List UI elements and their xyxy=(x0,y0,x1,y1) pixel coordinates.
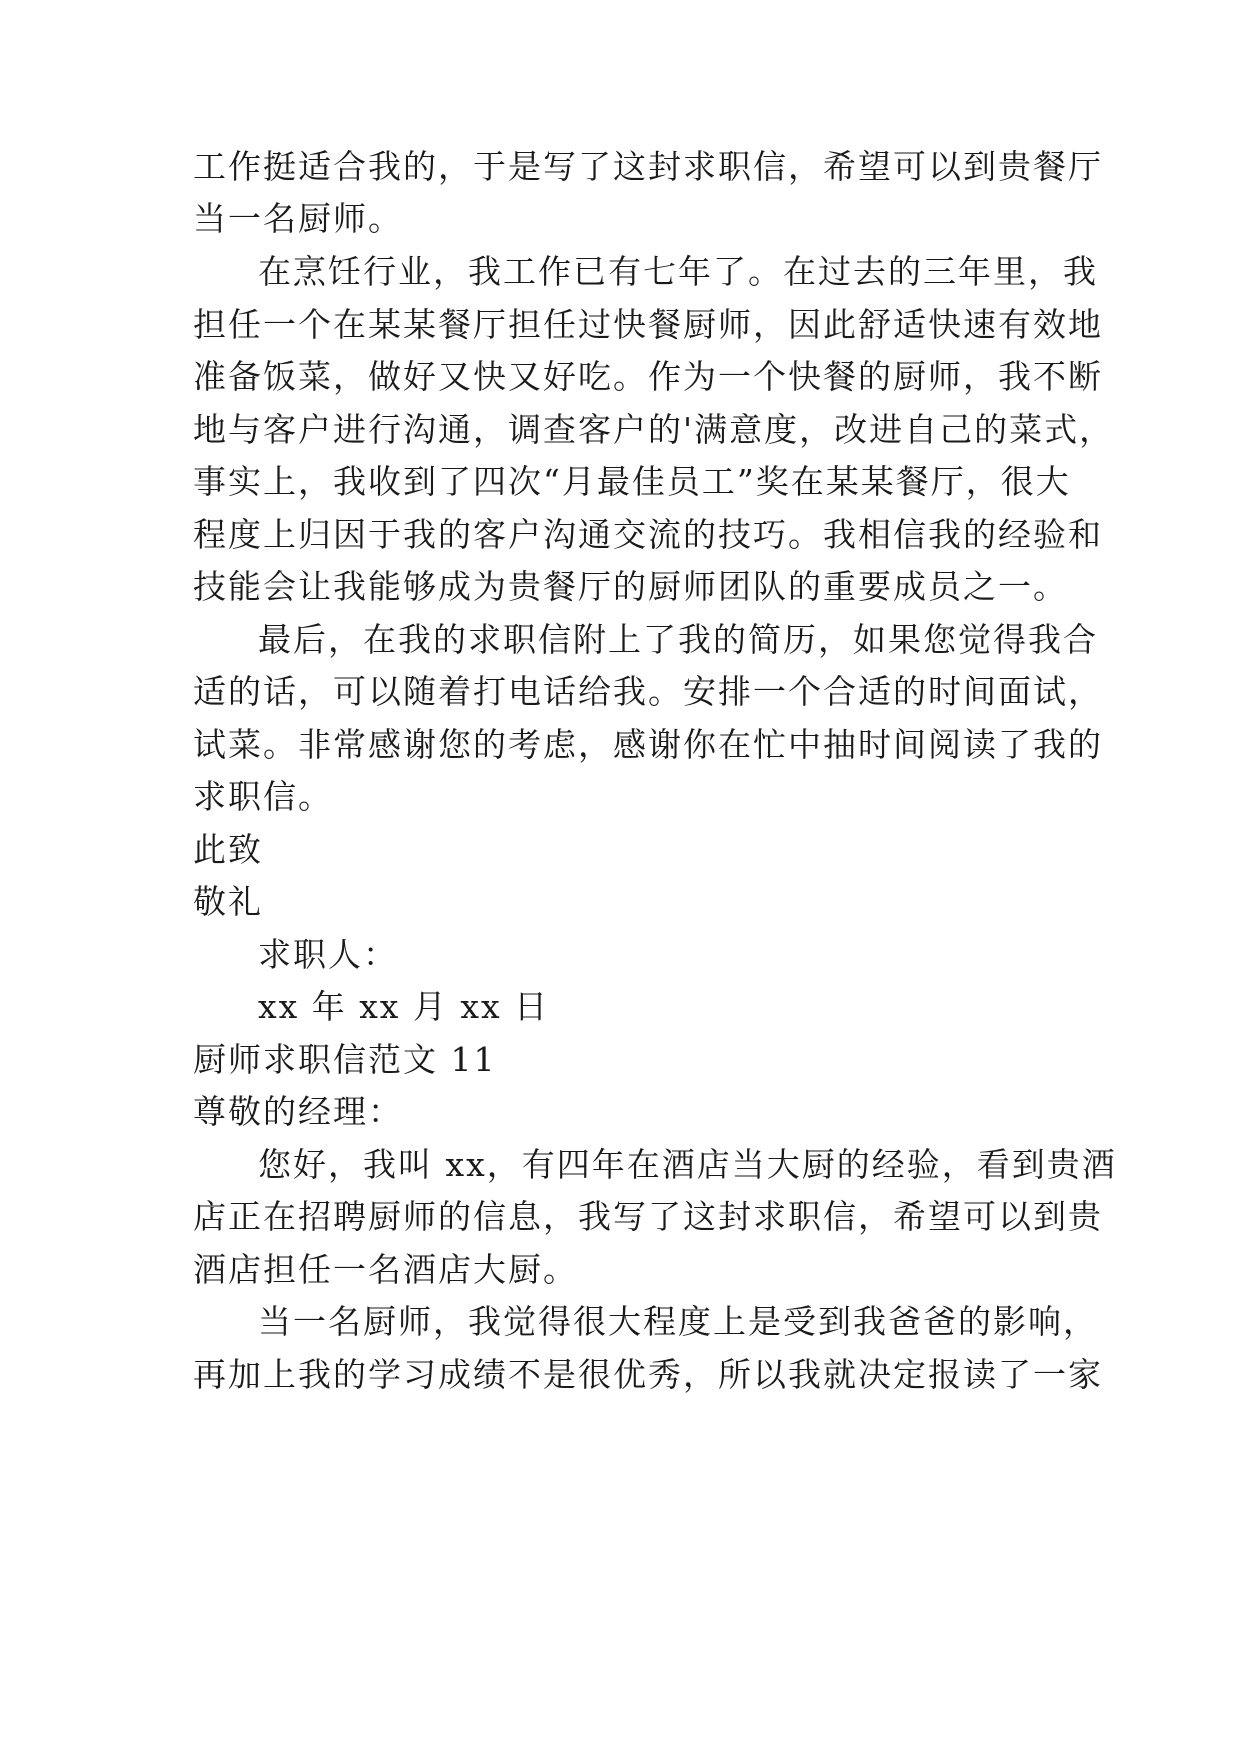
salutation-line: 此致 xyxy=(193,830,263,869)
date-line: xx 年 xx 月 xx 日 xyxy=(258,987,550,1026)
text-line: 地与客户进行沟通，调查客户的'满意度，改进自己的菜式， xyxy=(193,410,1115,449)
text-line: 店正在招聘厨师的信息，我写了这封求职信，希望可以到贵 xyxy=(193,1197,1103,1236)
text-line: 担任一个在某某餐厅担任过快餐厨师，因此舒适快速有效地 xyxy=(193,305,1103,344)
text-line: 最后，在我的求职信附上了我的简历，如果您觉得我合 xyxy=(258,620,1098,659)
text-line: 在烹饪行业，我工作已有七年了。在过去的三年里，我 xyxy=(258,252,1098,291)
text-line: 准备饭菜，做好又快又好吃。作为一个快餐的厨师，我不断 xyxy=(193,357,1103,396)
text-line: 酒店担任一名酒店大厨。 xyxy=(193,1250,578,1289)
text-line: 当一名厨师，我觉得很大程度上是受到我爸爸的影响， xyxy=(258,1302,1098,1341)
text-line: 适的话，可以随着打电话给我。安排一个合适的时间面试， xyxy=(193,672,1103,711)
text-line: 求职信。 xyxy=(193,777,333,816)
text-line: 技能会让我能够成为贵餐厅的厨师团队的重要成员之一。 xyxy=(193,567,1068,606)
text-line: 当一名厨师。 xyxy=(193,199,403,238)
text-line: 工作挺适合我的，于是写了这封求职信，希望可以到贵餐厅 xyxy=(193,147,1103,186)
section-title: 厨师求职信范文 11 xyxy=(193,1040,497,1079)
text-line: 事实上，我收到了四次“月最佳员工”奖在某某餐厅，很大 xyxy=(193,462,1071,501)
signature-line: 求职人： xyxy=(258,935,398,974)
text-line: 程度上归因于我的客户沟通交流的技巧。我相信我的经验和 xyxy=(193,515,1103,554)
text-line: 您好，我叫 xx，有四年在酒店当大厨的经验，看到贵酒 xyxy=(258,1145,1117,1184)
salutation-line: 敬礼 xyxy=(193,882,263,921)
text-line: 再加上我的学习成绩不是很优秀，所以我就决定报读了一家 xyxy=(193,1355,1103,1394)
greeting-line: 尊敬的经理： xyxy=(193,1092,403,1131)
text-line: 试菜。非常感谢您的考虑，感谢你在忙中抽时间阅读了我的 xyxy=(193,725,1103,764)
